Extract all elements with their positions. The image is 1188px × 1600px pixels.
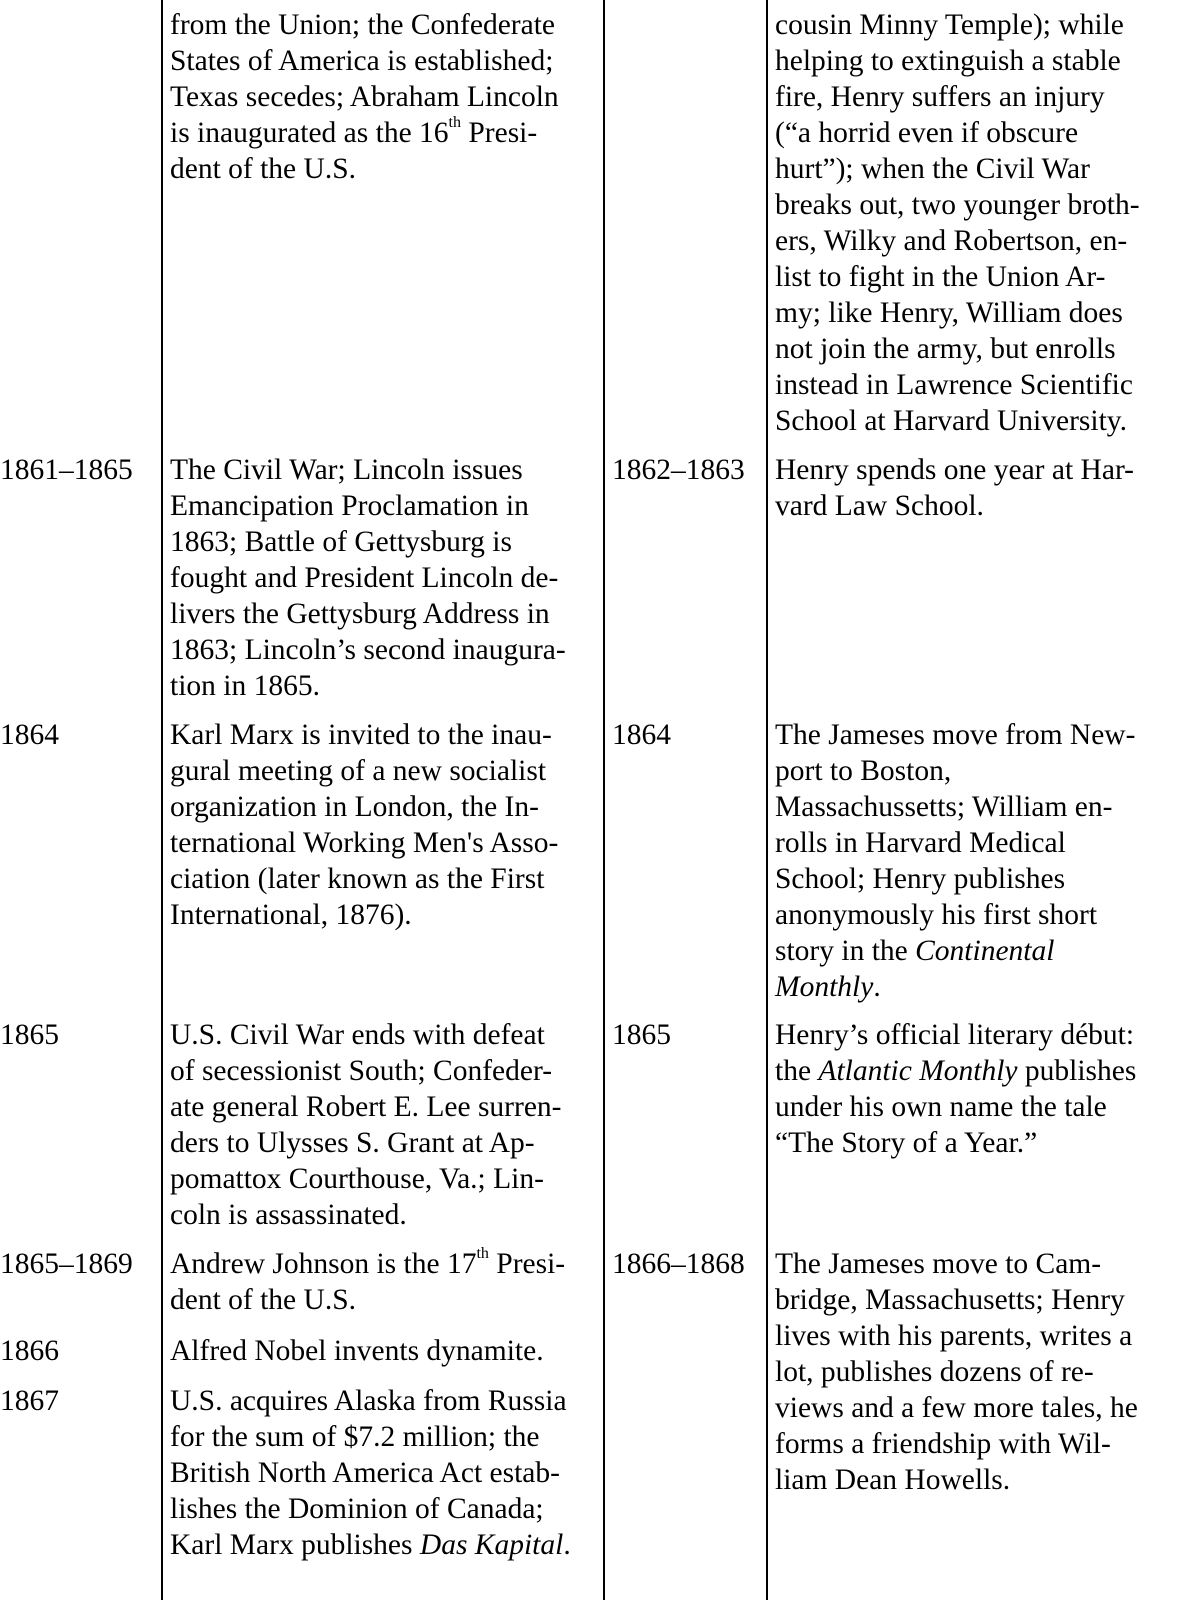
text-run: Presi- (461, 117, 538, 149)
italic-title: Das Kapital (419, 1529, 564, 1561)
text-run: organization in London, the In- (170, 791, 539, 823)
text-run: not join the army, but enrolls (775, 333, 1116, 365)
world-date: 1866 (0, 1335, 59, 1367)
text-run: fire, Henry suffers an injury (775, 81, 1105, 113)
james-event-text (775, 1017, 1136, 1161)
text-line (170, 1527, 571, 1563)
james-event-text (775, 1246, 1138, 1498)
text-line (775, 259, 1140, 295)
text-line (170, 1282, 565, 1318)
text-run: 1863; Battle of Gettysburg is (170, 526, 512, 558)
text-line (775, 187, 1140, 223)
text-line (775, 1089, 1136, 1125)
text-run: lishes the Dominion of Canada; (170, 1493, 544, 1525)
text-line (170, 596, 566, 632)
text-run: 1863; Lincoln’s second inaugura- (170, 634, 566, 666)
text-run: list to fight in the Union Ar- (775, 261, 1106, 293)
text-run: forms a friendship with Wil- (775, 1428, 1111, 1460)
text-run: School; Henry publishes (775, 863, 1066, 895)
text-run: bridge, Massachusetts; Henry (775, 1284, 1125, 1316)
text-run: U.S. acquires Alaska from Russia (170, 1385, 567, 1417)
world-event-text (170, 7, 559, 187)
text-run: (“a horrid even if obscure (775, 117, 1079, 149)
text-run: from the Union; the Confederate (170, 9, 556, 41)
superscript: th (476, 1245, 489, 1263)
text-line (170, 753, 558, 789)
italic-title: Atlantic Monthly (818, 1055, 1018, 1087)
text-run: is inaugurated as the 16 (170, 117, 449, 149)
text-line (170, 632, 566, 668)
text-line (170, 1161, 562, 1197)
text-run: instead in Lawrence Scientific (775, 369, 1133, 401)
text-line (775, 331, 1140, 367)
text-line (775, 367, 1140, 403)
text-run: The Civil War; Lincoln issues (170, 454, 523, 486)
text-line (775, 933, 1135, 969)
text-line (775, 1053, 1136, 1089)
text-run: coln is assassinated. (170, 1199, 407, 1231)
column-divider-world (161, 0, 163, 1600)
text-run: The Jameses move to Cam- (775, 1248, 1102, 1280)
text-run: ders to Ulysses S. Grant at Ap- (170, 1127, 535, 1159)
world-event-text (170, 1333, 544, 1369)
text-line (775, 753, 1135, 789)
text-line (170, 1125, 562, 1161)
text-run: helping to extinguish a stable (775, 45, 1121, 77)
world-date: 1865 (0, 1019, 59, 1051)
text-line (775, 1125, 1136, 1161)
text-run: The Jameses move from New- (775, 719, 1136, 751)
text-line (775, 897, 1135, 933)
text-run: fought and President Lincoln de- (170, 562, 559, 594)
text-line (775, 1354, 1138, 1390)
text-line (775, 969, 1135, 1005)
text-run: lives with his parents, writes a (775, 1320, 1133, 1352)
text-line (775, 403, 1140, 439)
james-date: 1864 (612, 719, 671, 751)
superscript: th (448, 114, 461, 132)
text-line (170, 560, 566, 596)
column-divider-center (603, 0, 605, 1600)
text-line (775, 43, 1140, 79)
text-run: the (775, 1055, 819, 1087)
text-line (170, 897, 558, 933)
text-line (170, 1053, 562, 1089)
text-line (170, 7, 559, 43)
text-line (170, 488, 566, 524)
text-line (775, 452, 1134, 488)
world-event-text (170, 452, 566, 704)
text-line (170, 115, 559, 151)
text-run: under his own name the tale (775, 1091, 1107, 1123)
text-run: Alfred Nobel invents dynamite. (170, 1335, 544, 1367)
text-line (170, 524, 566, 560)
text-line (775, 825, 1135, 861)
text-line (170, 1455, 571, 1491)
james-date: 1866–1868 (612, 1248, 745, 1280)
text-run: Texas secedes; Abraham Lincoln (170, 81, 559, 113)
text-run: ternational Working Men's Asso- (170, 827, 559, 859)
text-line (170, 1089, 562, 1125)
world-event-text (170, 1017, 562, 1233)
text-run: British North America Act estab- (170, 1457, 560, 1489)
text-line (170, 717, 558, 753)
text-run: Henry’s official literary début: (775, 1019, 1135, 1051)
text-line (775, 1462, 1138, 1498)
text-line (170, 668, 566, 704)
text-run: breaks out, two younger broth- (775, 189, 1140, 221)
text-run: Andrew Johnson is the 17 (170, 1248, 477, 1280)
text-run: Henry spends one year at Har- (775, 454, 1134, 486)
text-run: lot, publishes dozens of re- (775, 1356, 1094, 1388)
world-event-text (170, 717, 558, 933)
text-line (775, 151, 1140, 187)
world-date: 1861–1865 (0, 454, 133, 486)
james-date: 1865 (612, 1019, 671, 1051)
text-run: . (563, 1529, 571, 1561)
text-line (170, 861, 558, 897)
world-event-text (170, 1383, 571, 1563)
text-line (170, 1383, 571, 1419)
text-run: dent of the U.S. (170, 1284, 356, 1316)
text-line (775, 79, 1140, 115)
text-run: rolls in Harvard Medical (775, 827, 1066, 859)
text-run: vard Law School. (775, 490, 984, 522)
world-event-text (170, 1246, 565, 1318)
text-run: School at Harvard University. (775, 405, 1127, 437)
text-run: . (873, 971, 881, 1003)
text-run: Presi- (488, 1248, 566, 1280)
text-run: Massachussetts; William en- (775, 791, 1113, 823)
text-line (170, 1419, 571, 1455)
text-line (775, 789, 1135, 825)
text-line (170, 1491, 571, 1527)
text-line (170, 789, 558, 825)
italic-title: Monthly (775, 971, 874, 1003)
text-line (170, 79, 559, 115)
text-line (170, 1246, 565, 1282)
text-run: my; like Henry, William does (775, 297, 1123, 329)
text-run: Emancipation Proclamation in (170, 490, 529, 522)
james-event-text (775, 452, 1134, 524)
text-line (775, 1246, 1138, 1282)
text-line (775, 1318, 1138, 1354)
text-line (775, 115, 1140, 151)
text-line (170, 1333, 544, 1369)
text-line (775, 1282, 1138, 1318)
text-run: States of America is established; (170, 45, 554, 77)
italic-title: Continental (915, 935, 1055, 967)
text-line (170, 452, 566, 488)
text-line (775, 223, 1140, 259)
text-line (170, 1197, 562, 1233)
text-run: cousin Minny Temple); while (775, 9, 1124, 41)
world-date: 1867 (0, 1385, 59, 1417)
text-run: tion in 1865. (170, 670, 320, 702)
text-run: Karl Marx publishes (170, 1529, 420, 1561)
text-line (775, 717, 1135, 753)
text-run: ate general Robert E. Lee surren- (170, 1091, 562, 1123)
text-line (170, 1017, 562, 1053)
text-run: liam Dean Howells. (775, 1464, 1011, 1496)
world-date: 1864 (0, 719, 59, 751)
text-run: port to Boston, (775, 755, 952, 787)
text-line (170, 825, 558, 861)
text-line (775, 1426, 1138, 1462)
text-run: hurt”); when the Civil War (775, 153, 1090, 185)
text-run: livers the Gettysburg Address in (170, 598, 550, 630)
text-run: International, 1876). (170, 899, 412, 931)
text-line (775, 1390, 1138, 1426)
text-run: U.S. Civil War ends with defeat (170, 1019, 545, 1051)
text-line (775, 295, 1140, 331)
text-run: ers, Wilky and Robertson, en- (775, 225, 1128, 257)
text-run: anonymously his first short (775, 899, 1098, 931)
text-run: dent of the U.S. (170, 153, 356, 185)
text-line (170, 43, 559, 79)
text-line (775, 861, 1135, 897)
text-line (170, 151, 559, 187)
james-event-text (775, 717, 1135, 1005)
text-run: ciation (later known as the First (170, 863, 545, 895)
text-run: “The Story of a Year.” (775, 1127, 1038, 1159)
text-run: pomattox Courthouse, Va.; Lin- (170, 1163, 544, 1195)
text-run: views and a few more tales, he (775, 1392, 1138, 1424)
text-run: Karl Marx is invited to the inau- (170, 719, 552, 751)
text-line (775, 1017, 1136, 1053)
text-run: of secessionist South; Confeder- (170, 1055, 553, 1087)
text-run: publishes (1017, 1055, 1137, 1087)
james-event-text (775, 7, 1140, 439)
james-date: 1862–1863 (612, 454, 745, 486)
text-run: story in the (775, 935, 916, 967)
text-line (775, 7, 1140, 43)
world-date: 1865–1869 (0, 1248, 133, 1280)
text-run: gural meeting of a new socialist (170, 755, 547, 787)
text-run: for the sum of $7.2 million; the (170, 1421, 540, 1453)
column-divider-james (766, 0, 768, 1600)
text-line (775, 488, 1134, 524)
